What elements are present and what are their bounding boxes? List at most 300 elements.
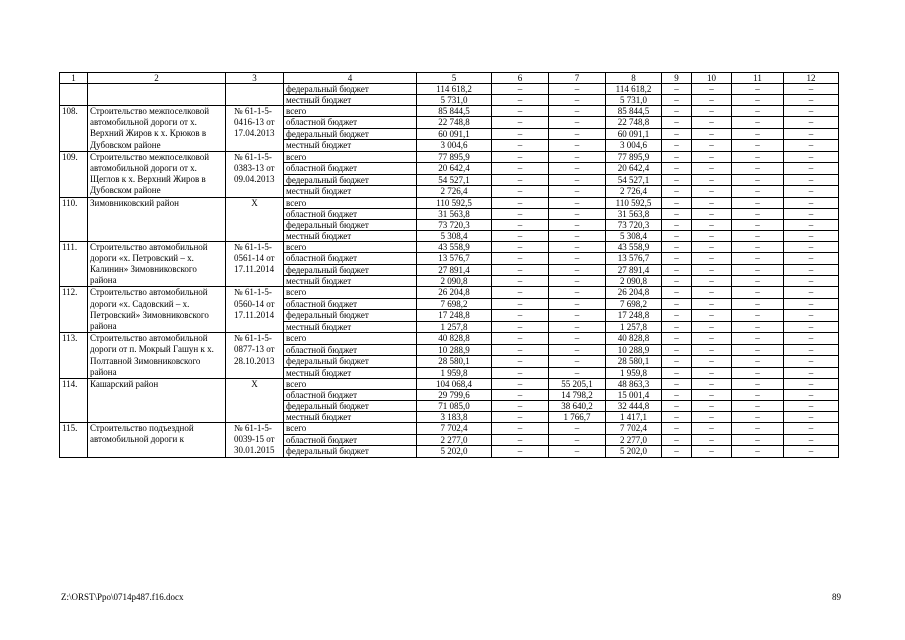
budget-type-cell: областной бюджет — [284, 163, 417, 174]
budget-type-cell: федеральный бюджет — [284, 356, 417, 367]
value-cell: – — [784, 151, 839, 162]
value-cell: – — [692, 230, 732, 241]
value-cell: – — [692, 264, 732, 275]
value-cell: – — [692, 128, 732, 139]
value-cell: – — [784, 379, 839, 390]
value-cell: – — [732, 197, 784, 208]
value-cell: – — [732, 219, 784, 230]
value-cell: – — [662, 310, 692, 321]
value-cell: – — [732, 287, 784, 298]
budget-type-cell: всего — [284, 287, 417, 298]
value-cell: – — [784, 333, 839, 344]
column-header: 6 — [492, 73, 549, 84]
value-cell: – — [662, 197, 692, 208]
page-number: 89 — [832, 592, 841, 602]
value-cell: – — [692, 390, 732, 401]
value-cell: – — [692, 151, 732, 162]
item-number: 112. — [60, 287, 88, 333]
value-cell: 38 640,2 — [549, 401, 606, 412]
item-number: 108. — [60, 106, 88, 152]
value-cell: 7 702,4 — [606, 423, 662, 435]
value-cell: 3 183,8 — [417, 412, 492, 423]
value-cell: – — [492, 197, 549, 208]
value-cell: – — [662, 423, 692, 435]
value-cell: – — [662, 253, 692, 264]
value-cell: – — [492, 219, 549, 230]
value-cell: – — [549, 208, 606, 219]
value-cell: – — [784, 197, 839, 208]
value-cell: – — [492, 151, 549, 162]
value-cell: – — [784, 412, 839, 423]
item-code: № 61-1-5-0416-13 от 17.04.2013 — [226, 106, 284, 152]
value-cell: – — [732, 401, 784, 412]
budget-type-cell: всего — [284, 106, 417, 117]
value-cell: – — [492, 174, 549, 185]
value-cell: 28 580,1 — [606, 356, 662, 367]
value-cell: – — [732, 264, 784, 275]
value-cell: 5 308,4 — [417, 230, 492, 241]
value-cell: – — [549, 356, 606, 367]
value-cell: – — [784, 321, 839, 332]
value-cell: – — [492, 344, 549, 355]
item-number — [60, 84, 88, 106]
value-cell: – — [549, 186, 606, 197]
budget-type-cell: местный бюджет — [284, 186, 417, 197]
value-cell: – — [662, 356, 692, 367]
value-cell: – — [492, 310, 549, 321]
value-cell: – — [662, 128, 692, 139]
value-cell: – — [732, 434, 784, 446]
value-cell: – — [784, 356, 839, 367]
value-cell: 5 731,0 — [417, 95, 492, 106]
item-name: Строительство автомобильной дороги «х. Петровский – х. Калинин» Зимовниковского района — [88, 241, 226, 287]
value-cell: – — [784, 310, 839, 321]
value-cell: – — [732, 321, 784, 332]
value-cell: – — [549, 241, 606, 252]
value-cell: – — [492, 412, 549, 423]
value-cell: – — [692, 197, 732, 208]
column-header: 8 — [606, 73, 662, 84]
value-cell: – — [492, 230, 549, 241]
item-name: Кашарский район — [88, 379, 226, 423]
value-cell: 114 618,2 — [417, 84, 492, 95]
table-row — [60, 379, 839, 390]
value-cell: 1 766,7 — [549, 412, 606, 423]
value-cell: – — [732, 356, 784, 367]
value-cell: – — [692, 321, 732, 332]
value-cell: 20 642,4 — [417, 163, 492, 174]
value-cell: 22 748,8 — [606, 117, 662, 128]
value-cell: – — [692, 344, 732, 355]
value-cell: 104 068,4 — [417, 379, 492, 390]
value-cell: – — [662, 298, 692, 309]
value-cell: 1 417,1 — [606, 412, 662, 423]
value-cell: 54 527,1 — [417, 174, 492, 185]
item-name: Строительство автомобильной дороги от п. Мокрый Гашун к х. Полтавной Зимовниковского района — [88, 333, 226, 379]
value-cell: – — [692, 117, 732, 128]
value-cell: 5 202,0 — [606, 446, 662, 458]
budget-type-cell: федеральный бюджет — [284, 401, 417, 412]
budget-type-cell: местный бюджет — [284, 140, 417, 151]
value-cell: – — [549, 151, 606, 162]
budget-type-cell: областной бюджет — [284, 208, 417, 219]
value-cell: – — [692, 446, 732, 458]
value-cell: – — [492, 423, 549, 435]
value-cell: 40 828,8 — [417, 333, 492, 344]
value-cell: – — [784, 84, 839, 95]
value-cell: – — [692, 367, 732, 378]
value-cell: – — [732, 367, 784, 378]
value-cell: – — [732, 106, 784, 117]
value-cell: – — [732, 95, 784, 106]
value-cell: – — [784, 390, 839, 401]
value-cell: 26 204,8 — [417, 287, 492, 298]
value-cell: – — [784, 401, 839, 412]
value-cell: – — [732, 174, 784, 185]
value-cell: – — [692, 84, 732, 95]
value-cell: 43 558,9 — [606, 241, 662, 252]
value-cell: – — [549, 219, 606, 230]
budget-type-cell: федеральный бюджет — [284, 446, 417, 458]
budget-type-cell: областной бюджет — [284, 344, 417, 355]
value-cell: – — [549, 128, 606, 139]
value-cell: 54 527,1 — [606, 174, 662, 185]
table-row — [60, 84, 839, 95]
value-cell: – — [492, 208, 549, 219]
value-cell: – — [732, 423, 784, 435]
budget-type-cell: местный бюджет — [284, 367, 417, 378]
value-cell: – — [549, 163, 606, 174]
value-cell: 7 702,4 — [417, 423, 492, 435]
column-header: 2 — [88, 73, 226, 84]
value-cell: – — [732, 253, 784, 264]
value-cell: – — [784, 140, 839, 151]
value-cell: – — [732, 151, 784, 162]
value-cell: – — [492, 163, 549, 174]
value-cell: 2 726,4 — [606, 186, 662, 197]
value-cell: 77 895,9 — [417, 151, 492, 162]
value-cell: – — [549, 423, 606, 435]
value-cell: – — [662, 95, 692, 106]
value-cell: – — [732, 310, 784, 321]
value-cell: – — [662, 241, 692, 252]
value-cell: – — [549, 275, 606, 286]
value-cell: 15 001,4 — [606, 390, 662, 401]
value-cell: 3 004,6 — [606, 140, 662, 151]
budget-type-cell: областной бюджет — [284, 253, 417, 264]
value-cell: 77 895,9 — [606, 151, 662, 162]
value-cell: – — [492, 287, 549, 298]
value-cell: – — [492, 106, 549, 117]
value-cell: – — [492, 434, 549, 446]
value-cell: 2 090,8 — [606, 275, 662, 286]
value-cell: – — [492, 117, 549, 128]
value-cell: – — [492, 264, 549, 275]
value-cell: – — [692, 163, 732, 174]
budget-type-cell: областной бюджет — [284, 434, 417, 446]
budget-type-cell: всего — [284, 423, 417, 435]
value-cell: – — [784, 423, 839, 435]
value-cell: – — [692, 253, 732, 264]
value-cell: – — [492, 379, 549, 390]
value-cell: 2 090,8 — [417, 275, 492, 286]
value-cell: – — [692, 423, 732, 435]
document-path: Z:\ORST\Ppo\0714p487.f16.docx — [61, 592, 184, 602]
value-cell: – — [732, 379, 784, 390]
item-code: № 61-1-5-0383-13 от 09.04.2013 — [226, 151, 284, 197]
table-row — [60, 197, 839, 208]
value-cell: – — [692, 241, 732, 252]
value-cell: – — [549, 344, 606, 355]
value-cell: – — [732, 275, 784, 286]
value-cell: – — [662, 446, 692, 458]
value-cell: – — [662, 264, 692, 275]
value-cell: – — [732, 390, 784, 401]
value-cell: 26 204,8 — [606, 287, 662, 298]
item-code: № 61-1-5-0877-13 от 28.10.2013 — [226, 333, 284, 379]
value-cell: – — [784, 367, 839, 378]
value-cell: 85 844,5 — [606, 106, 662, 117]
value-cell: – — [549, 174, 606, 185]
item-name — [88, 84, 226, 106]
value-cell: – — [662, 401, 692, 412]
value-cell: – — [692, 310, 732, 321]
value-cell: 20 642,4 — [606, 163, 662, 174]
value-cell: – — [492, 333, 549, 344]
value-cell: 5 202,0 — [417, 446, 492, 458]
value-cell: – — [732, 84, 784, 95]
value-cell: – — [692, 298, 732, 309]
value-cell: 31 563,8 — [417, 208, 492, 219]
table-row — [60, 106, 839, 117]
value-cell: – — [784, 163, 839, 174]
value-cell: 27 891,4 — [606, 264, 662, 275]
value-cell: – — [692, 208, 732, 219]
value-cell: – — [549, 310, 606, 321]
value-cell: – — [492, 367, 549, 378]
value-cell: 17 248,8 — [606, 310, 662, 321]
item-code: Х — [226, 379, 284, 423]
budget-type-cell: федеральный бюджет — [284, 219, 417, 230]
budget-type-cell: всего — [284, 197, 417, 208]
value-cell: – — [732, 163, 784, 174]
budget-type-cell: местный бюджет — [284, 95, 417, 106]
budget-type-cell: областной бюджет — [284, 298, 417, 309]
item-number: 114. — [60, 379, 88, 423]
value-cell: – — [784, 95, 839, 106]
item-number: 113. — [60, 333, 88, 379]
value-cell: – — [662, 84, 692, 95]
value-cell: – — [784, 275, 839, 286]
budget-type-cell: местный бюджет — [284, 412, 417, 423]
budget-type-cell: местный бюджет — [284, 275, 417, 286]
value-cell: – — [549, 230, 606, 241]
value-cell: 2 277,0 — [417, 434, 492, 446]
value-cell: – — [662, 333, 692, 344]
value-cell: – — [492, 241, 549, 252]
value-cell: – — [732, 333, 784, 344]
value-cell: – — [492, 298, 549, 309]
value-cell: – — [549, 197, 606, 208]
value-cell: – — [492, 321, 549, 332]
value-cell: 60 091,1 — [606, 128, 662, 139]
value-cell: – — [549, 287, 606, 298]
value-cell: – — [692, 412, 732, 423]
value-cell: – — [492, 95, 549, 106]
item-code — [226, 84, 284, 106]
value-cell: – — [492, 401, 549, 412]
value-cell: – — [784, 298, 839, 309]
table-row — [60, 241, 839, 252]
value-cell: – — [692, 356, 732, 367]
value-cell: 73 720,3 — [417, 219, 492, 230]
value-cell: – — [732, 241, 784, 252]
value-cell: – — [662, 412, 692, 423]
value-cell: – — [549, 321, 606, 332]
value-cell: – — [732, 140, 784, 151]
item-name: Зимовниковский район — [88, 197, 226, 241]
value-cell: 14 798,2 — [549, 390, 606, 401]
item-name: Строительство подъездной автомобильной дороги к — [88, 423, 226, 458]
value-cell: – — [692, 219, 732, 230]
value-cell: 48 863,3 — [606, 379, 662, 390]
value-cell: – — [492, 390, 549, 401]
value-cell: – — [492, 84, 549, 95]
value-cell: – — [692, 174, 732, 185]
value-cell: 73 720,3 — [606, 219, 662, 230]
item-code: Х — [226, 197, 284, 241]
value-cell: 71 085,0 — [417, 401, 492, 412]
value-cell: – — [784, 434, 839, 446]
value-cell: – — [732, 446, 784, 458]
value-cell: 3 004,6 — [417, 140, 492, 151]
budget-type-cell: областной бюджет — [284, 117, 417, 128]
value-cell: 1 257,8 — [417, 321, 492, 332]
value-cell: – — [732, 208, 784, 219]
table-row — [60, 151, 839, 162]
value-cell: – — [662, 434, 692, 446]
value-cell: 10 288,9 — [606, 344, 662, 355]
value-cell: – — [784, 287, 839, 298]
value-cell: – — [732, 412, 784, 423]
value-cell: – — [784, 264, 839, 275]
value-cell: 31 563,8 — [606, 208, 662, 219]
value-cell: – — [492, 275, 549, 286]
value-cell: – — [492, 356, 549, 367]
value-cell: – — [784, 344, 839, 355]
value-cell: – — [662, 117, 692, 128]
value-cell: – — [732, 186, 784, 197]
item-number: 111. — [60, 241, 88, 287]
budget-type-cell: всего — [284, 379, 417, 390]
value-cell: – — [662, 275, 692, 286]
value-cell: 5 731,0 — [606, 95, 662, 106]
value-cell: – — [549, 446, 606, 458]
value-cell: – — [662, 219, 692, 230]
value-cell: 7 698,2 — [606, 298, 662, 309]
budget-type-cell: федеральный бюджет — [284, 84, 417, 95]
value-cell: 110 592,5 — [606, 197, 662, 208]
value-cell: – — [732, 344, 784, 355]
value-cell: 17 248,8 — [417, 310, 492, 321]
value-cell: – — [732, 230, 784, 241]
value-cell: – — [662, 367, 692, 378]
value-cell: 28 580,1 — [417, 356, 492, 367]
value-cell: – — [692, 140, 732, 151]
column-header: 4 — [284, 73, 417, 84]
value-cell: – — [784, 186, 839, 197]
column-header: 1 — [60, 73, 88, 84]
value-cell: – — [549, 298, 606, 309]
value-cell: – — [492, 253, 549, 264]
value-cell: 13 576,7 — [417, 253, 492, 264]
value-cell: 10 288,9 — [417, 344, 492, 355]
column-header: 10 — [692, 73, 732, 84]
item-name: Строительство автомобильной дороги «х. Садовский – х. Петровский» Зимовниковского района — [88, 287, 226, 333]
budget-type-cell: областной бюджет — [284, 390, 417, 401]
value-cell: – — [784, 253, 839, 264]
value-cell: – — [549, 95, 606, 106]
value-cell: – — [662, 208, 692, 219]
value-cell: 60 091,1 — [417, 128, 492, 139]
value-cell: – — [784, 117, 839, 128]
value-cell: – — [549, 140, 606, 151]
table-row — [60, 423, 839, 435]
value-cell: 13 576,7 — [606, 253, 662, 264]
value-cell: – — [662, 321, 692, 332]
budget-type-cell: федеральный бюджет — [284, 264, 417, 275]
item-number: 110. — [60, 197, 88, 241]
value-cell: – — [692, 95, 732, 106]
value-cell: – — [549, 84, 606, 95]
value-cell: 110 592,5 — [417, 197, 492, 208]
value-cell: – — [662, 163, 692, 174]
item-name: Строительство межпоселковой автомобильной дороги от х. Верхний Жиров к х. Крюков в Дубовском районе — [88, 106, 226, 152]
value-cell: 85 844,5 — [417, 106, 492, 117]
value-cell: – — [662, 106, 692, 117]
value-cell: – — [692, 275, 732, 286]
item-number: 109. — [60, 151, 88, 197]
item-number: 115. — [60, 423, 88, 458]
value-cell: – — [692, 186, 732, 197]
value-cell: 2 726,4 — [417, 186, 492, 197]
value-cell: 29 799,6 — [417, 390, 492, 401]
value-cell: – — [662, 287, 692, 298]
value-cell: – — [692, 106, 732, 117]
value-cell: 1 959,8 — [417, 367, 492, 378]
value-cell: – — [692, 379, 732, 390]
value-cell: – — [692, 333, 732, 344]
value-cell: 40 828,8 — [606, 333, 662, 344]
table-body — [60, 84, 839, 458]
value-cell: – — [662, 390, 692, 401]
item-code: № 61-1-5-0560-14 от 17.11.2014 — [226, 287, 284, 333]
value-cell: – — [784, 219, 839, 230]
budget-type-cell: всего — [284, 333, 417, 344]
budget-type-cell: федеральный бюджет — [284, 174, 417, 185]
budget-type-cell: местный бюджет — [284, 321, 417, 332]
budget-type-cell: всего — [284, 151, 417, 162]
budget-type-cell: всего — [284, 241, 417, 252]
value-cell: 5 308,4 — [606, 230, 662, 241]
value-cell: – — [784, 106, 839, 117]
value-cell: – — [549, 253, 606, 264]
column-header: 12 — [784, 73, 839, 84]
value-cell: – — [662, 174, 692, 185]
value-cell: 1 959,8 — [606, 367, 662, 378]
value-cell: – — [784, 128, 839, 139]
budget-table — [59, 72, 839, 458]
